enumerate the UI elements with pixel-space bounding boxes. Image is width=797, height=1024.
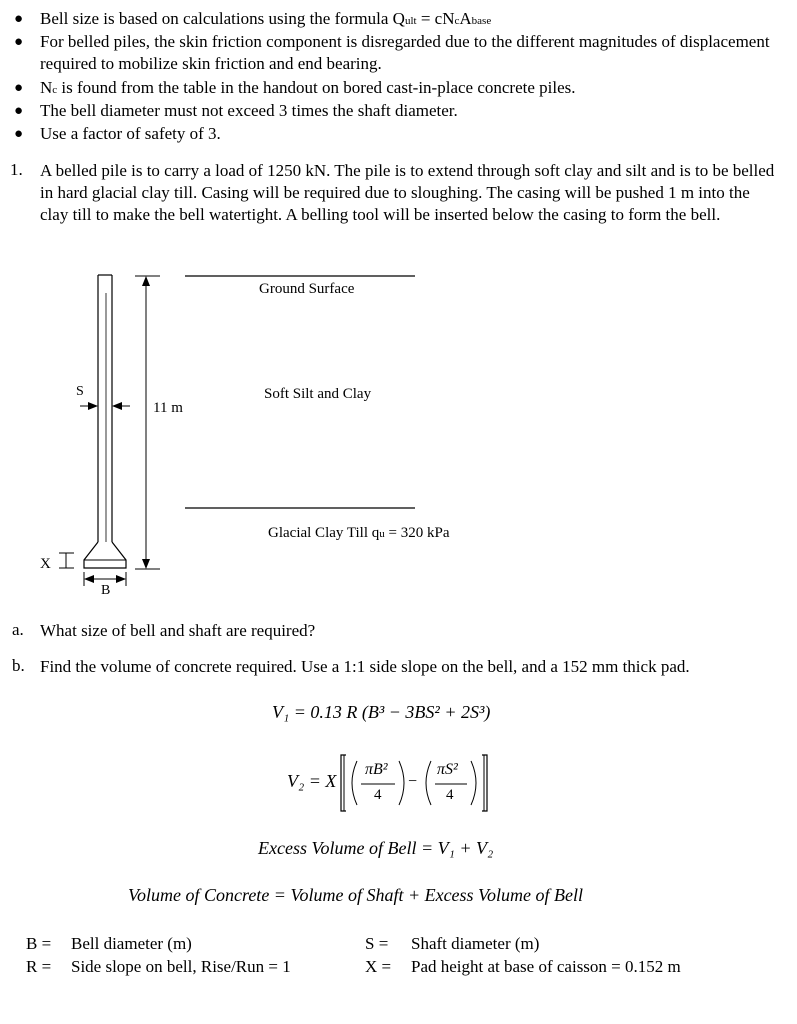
equation-v2-minus: − — [408, 773, 418, 790]
bullet-dot-3: ● — [14, 80, 24, 96]
shaft-label: S — [76, 384, 84, 399]
question-a-text: What size of bell and shaft are required? — [40, 621, 316, 640]
equation-v2-term1-numerator: πB² — [365, 761, 388, 778]
legend-s-desc: Shaft diameter (m) — [411, 934, 540, 953]
equation-excess: Excess Volume of Bell = V₁ + V₂ — [258, 838, 494, 858]
soft-layer-label: Soft Silt and Clay — [264, 386, 372, 402]
question-b-letter: b. — [12, 656, 25, 675]
bullet-dot-5: ● — [14, 126, 24, 142]
equation-v1: V₁ = 0.13 R (B³ − 3BS² + 2S³) — [272, 702, 491, 722]
pad-label: X — [40, 556, 51, 572]
legend-s-symbol: S = — [365, 934, 389, 953]
legend-r-desc: Side slope on bell, Rise/Run = 1 — [71, 957, 291, 976]
ground-surface-label: Ground Surface — [259, 281, 355, 297]
pile-diagram — [0, 260, 797, 600]
legend-x-symbol: X = — [365, 957, 392, 976]
bullet-text-5: Use a factor of safety of 3. — [40, 124, 221, 143]
legend-b-desc: Bell diameter (m) — [71, 934, 192, 953]
legend-r-symbol: R = — [26, 957, 52, 976]
bullet-text-2: For belled piles, the skin friction component is disregarded due to the different magnitudes of displacement required to mobilize skin friction and end bearing. — [40, 32, 770, 73]
bullet-dot-1: ● — [14, 11, 24, 27]
bullet-text-4: The bell diameter must not exceed 3 times the shaft diameter. — [40, 101, 458, 120]
pile-shaft — [98, 275, 112, 542]
till-layer-label: Glacial Clay Till qu = 320 kPa — [268, 525, 450, 541]
bullet-dot-4: ● — [14, 103, 24, 119]
question-b-text: Find the volume of concrete required. Use a 1:1 side slope on the bell, and a 152 mm thick pad. — [40, 657, 690, 676]
bullet-text-1: Bell size is based on calculations using the formula Qult = cNcAbase — [40, 9, 492, 28]
equation-v2-term1-denominator: 4 — [374, 787, 382, 803]
bullet-text-3: Nc is found from the table in the handout on bored cast-in-place concrete piles. — [40, 78, 576, 97]
bell-label: B — [101, 583, 111, 598]
equation-v2 — [287, 753, 517, 813]
equation-v2-term2-denominator: 4 — [446, 787, 454, 803]
pad-height-marker — [59, 553, 74, 568]
equation-concrete: Volume of Concrete = Volume of Shaft + Excess Volume of Bell — [128, 885, 584, 905]
equation-v2-term2-numerator: πS² — [437, 761, 458, 778]
legend-x-desc: Pad height at base of caisson = 0.152 m — [411, 957, 681, 976]
question-a-letter: a. — [12, 620, 24, 639]
problem-number: 1. — [10, 160, 23, 179]
bullet-dot-2: ● — [14, 34, 24, 50]
legend-b-symbol: B = — [26, 934, 52, 953]
depth-label: 11 m — [153, 400, 183, 416]
pile-bell — [84, 542, 126, 568]
problem-text: A belled pile is to carry a load of 1250 kN. The pile is to extend through soft clay and silt and is to be belled in hard glacial clay till. Casing will be required due to sloughing. The casing will be pushed 1 m into the clay till to make the bell watertight. A belling tool will be inserted below the casing to form the bell. — [40, 161, 775, 224]
equation-v2-lhs: V₂ = X — [287, 771, 337, 791]
